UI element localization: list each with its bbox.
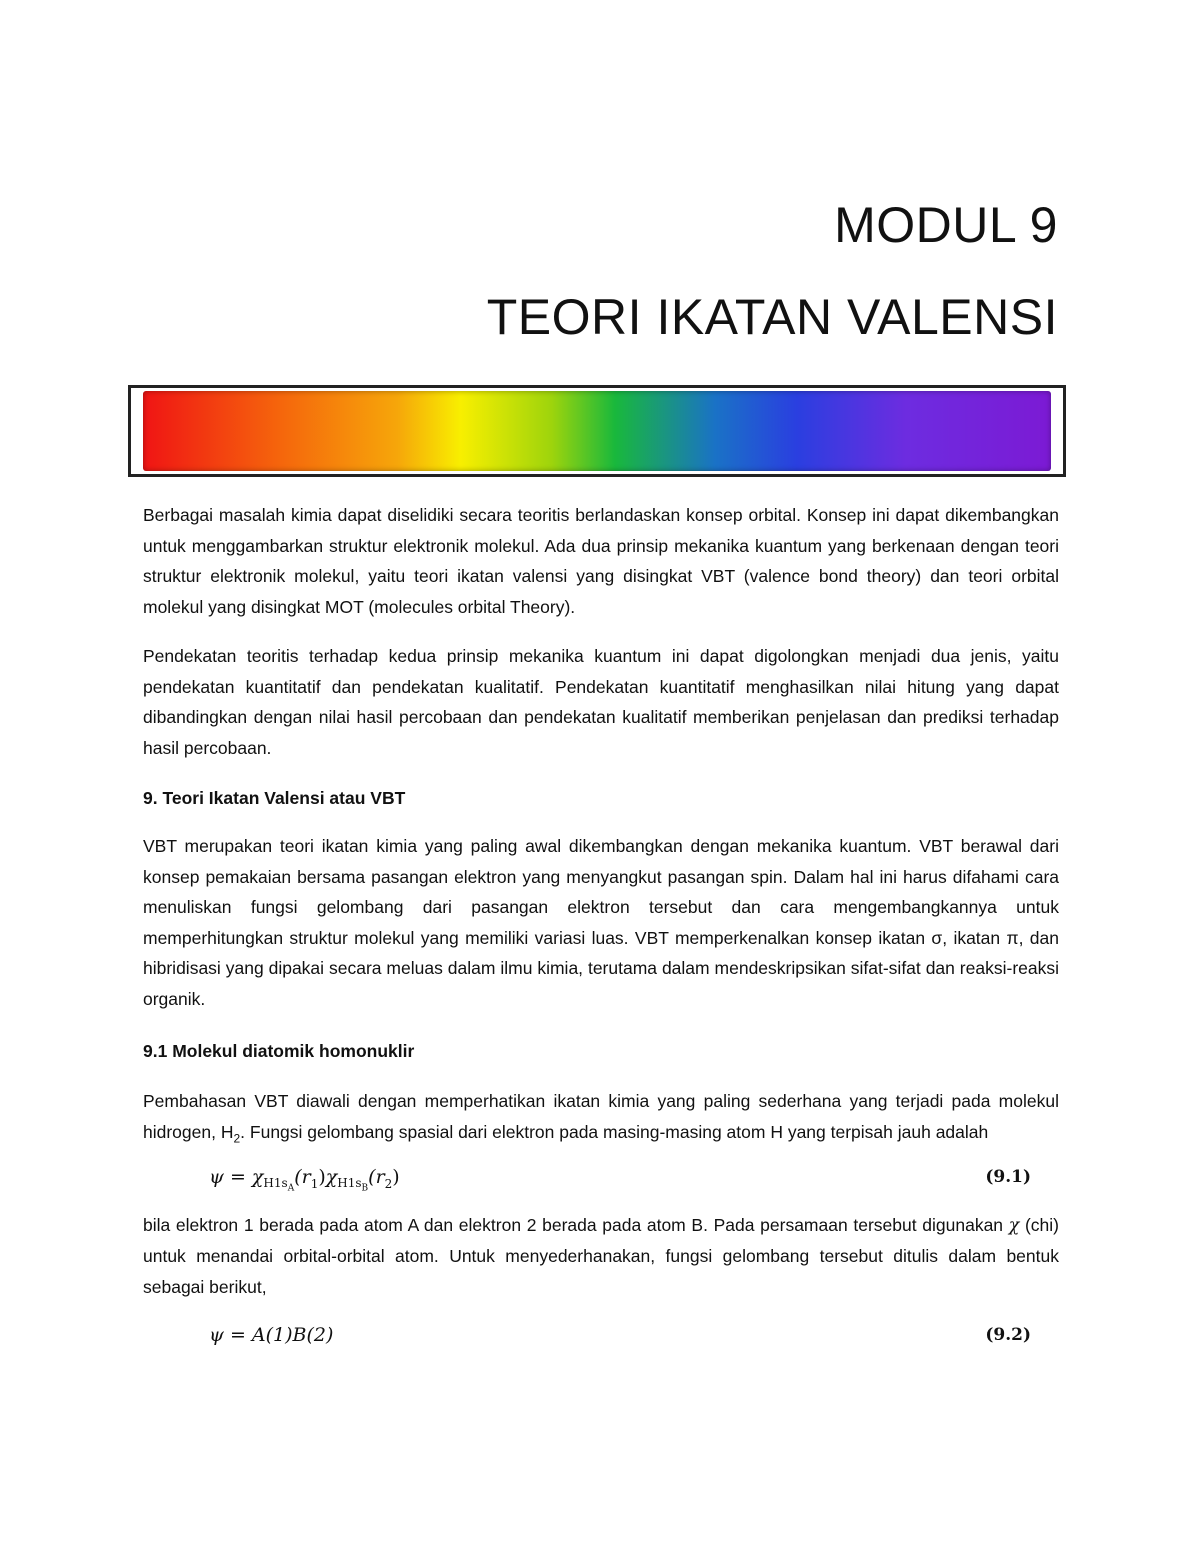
equation-9-2-number: (9.2) <box>985 1325 1031 1345</box>
h2-subscript: 2 <box>233 1131 241 1145</box>
paragraph-vbt: VBT merupakan teori ikatan kimia yang paling awal dikembangkan dengan mekanika kuantum. VBT berawal dari konsep pemakaian bersama pasangan elektron yang menyangkut pasangan spin. Dalam hal ini harus difahami cara menuliskan fungsi gelombang dari pasangan elektron tersebut dan cara mengembangkannya untuk memperhitungkan struktur molekul yang memiliki variasi luas. VBT memperkenalkan konsep ikatan σ, ikatan π, dan hibridisasi yang dipakai secara meluas dalam ilmu kimia, terutama dalam mendeskripsikan sifat-sifat dan reaksi-reaksi organik. <box>143 836 1059 1009</box>
chi-symbol: χ <box>1008 1215 1020 1236</box>
module-title: TEORI IKATAN VALENSI <box>486 289 1058 345</box>
paragraph-intro-1: Berbagai masalah kimia dapat diselidiki secara teoritis berlandaskan konsep orbital. Konsep ini dapat dikembangkan untuk menggambarkan struktur elektronik molekul. Ada dua prinsip mekanika kuantum yang berkenaan dengan teori struktur elektronik molekul, yaitu teori ikatan valensi yang disingkat VBT (valence bond theory) dan teori orbital molekul yang disingkat MOT (molecules orbital Theory). <box>143 505 1059 617</box>
spectrum-gradient <box>143 391 1051 471</box>
spectrum-banner <box>128 385 1066 477</box>
equation-9-1-formula: $\psi = \chi_{H1s_A}(r_1)\chi_{H1s_B}(r_2)$ <box>209 1165 400 1194</box>
paragraph-after-eq1-text-2: (chi) untuk menandai orbital-orbital atom. Untuk menyederhanakan, fungsi gelombang tersebut ditulis dalam bentuk sebagai berikut, <box>143 1214 1060 1297</box>
paragraph-h2-text-1: Pembahasan VBT diawali dengan memperhatikan ikatan kimia yang paling sederhana yang terjadi pada molekul hidrogen, H <box>143 1091 1059 1142</box>
section-heading-9-1: 9.1 Molekul diatomik homonuklir <box>143 1041 415 1061</box>
title-block <box>486 197 1058 345</box>
document-body <box>143 500 1059 1358</box>
equation-9-1-number: (9.1) <box>985 1166 1031 1187</box>
section-heading-9: 9. Teori Ikatan Valensi atau VBT <box>143 788 406 808</box>
paragraph-after-eq1 <box>143 1210 1059 1303</box>
equation-9-2 <box>143 1318 1059 1358</box>
equation-9-2-formula: ψ = A(1)B(2) <box>209 1324 334 1346</box>
paragraph-intro-2: Pendekatan teoritis terhadap kedua prinsip mekanika kuantum ini dapat digolongkan menjadi dua jenis, yaitu pendekatan kuantitatif dan pendekatan kualitatif. Pendekatan kuantitatif menghasilkan nilai hitung yang dapat dibandingkan dengan nilai hasil percobaan dan pendekatan kualitatif memberikan penjelasan dan prediksi terhadap hasil percobaan. <box>143 646 1059 758</box>
module-number: MODUL 9 <box>834 197 1058 253</box>
paragraph-h2-text-2: . Fungsi gelombang spasial dari elektron pada masing-masing atom H yang terpisah jauh adalah <box>240 1121 989 1142</box>
paragraph-h2 <box>143 1086 1059 1154</box>
paragraph-after-eq1-text-1: bila elektron 1 berada pada atom A dan elektron 2 berada pada atom B. Pada persamaan tersebut digunakan <box>143 1214 1009 1235</box>
equation-9-1 <box>143 1160 1059 1200</box>
